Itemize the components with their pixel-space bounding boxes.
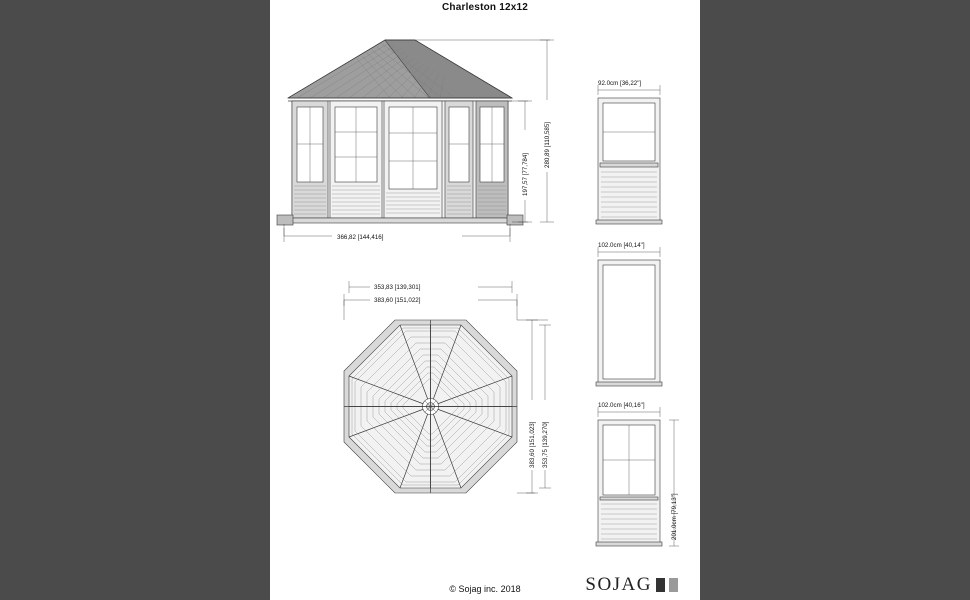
roof-plan-view (344, 320, 517, 493)
front-elevation-view (277, 40, 523, 225)
logo-square-light (669, 578, 678, 592)
dim-panel-102-window-label: 102.0cm [40,16"] (598, 402, 645, 409)
dim-front-width-label: 366,82 [144,416] (337, 234, 384, 241)
side-panel-92 (596, 80, 662, 224)
dim-front-total-height-label: 280,89 [110,585] (544, 122, 551, 168)
dim-panel-102-plain-label: 102.0cm [40,14"] (598, 242, 645, 249)
copyright-text: © Sojag inc. 2018 (449, 584, 521, 594)
sojag-logo-text: SOJAG (585, 574, 652, 595)
sojag-logo (585, 574, 678, 596)
dim-panel-height-label: 201.0cm [79,13"] (671, 493, 678, 540)
dim-panel-92-label: 92.0cm [36,22"] (598, 80, 642, 87)
dim-front-width (284, 224, 510, 242)
dim-plan-outer-height-label: 383,60 [151,023] (529, 421, 536, 468)
dim-plan-outer-width-label: 383,60 [151,022] (374, 297, 421, 304)
dim-plan-inner-width-label: 353,83 [139,301] (374, 284, 421, 291)
dim-plan-widths (344, 281, 517, 320)
side-panel-102-plain (596, 242, 662, 386)
technical-drawing (270, 0, 700, 600)
page-title: Charleston 12x12 (441, 2, 529, 13)
logo-square-dark (656, 578, 665, 592)
dim-front-wall-height-label: 197,57 [77,784] (522, 152, 529, 196)
dim-plan-heights (517, 320, 551, 493)
drawing-sheet (270, 0, 700, 600)
dim-plan-inner-height-label: 353,75 [139,270] (542, 421, 549, 468)
side-panel-102-window (596, 402, 679, 546)
